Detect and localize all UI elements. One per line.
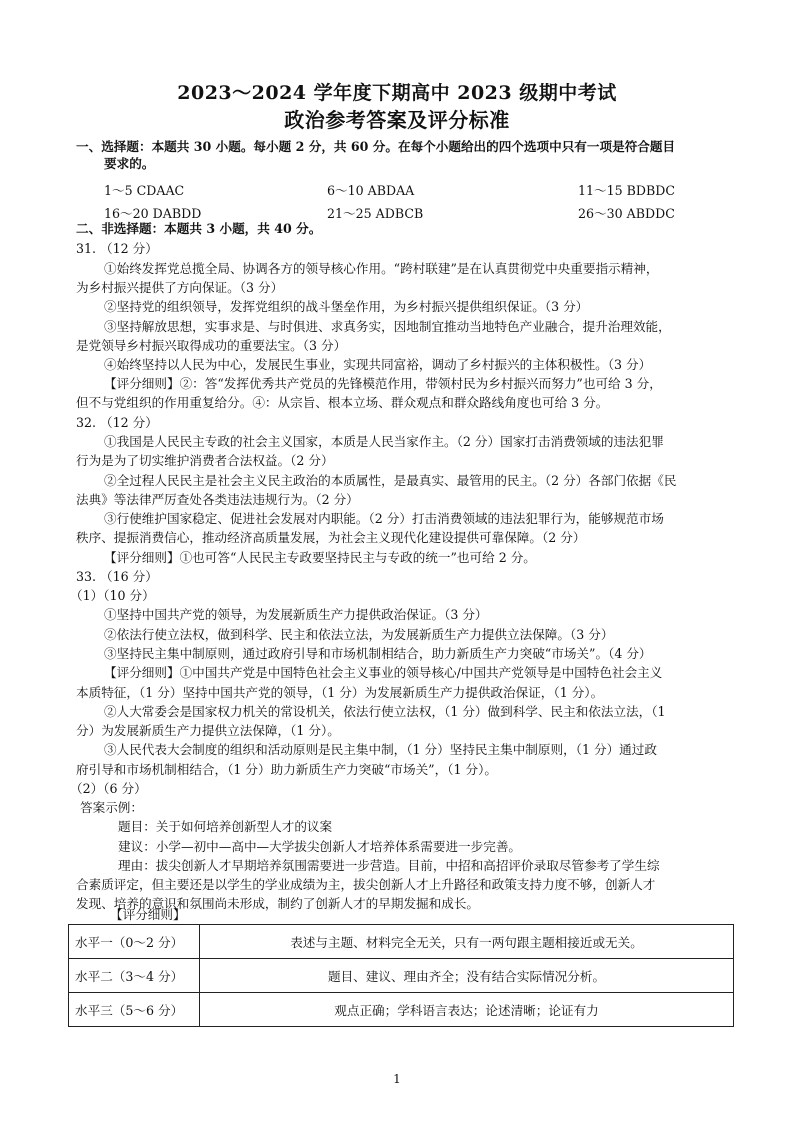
q33-scoring-note: 【评分细则】①中国共产党是中国特色社会主义事业的领导核心/中国共产党领导是中国特色社会主义 <box>104 665 663 680</box>
q33-line: ②依法行使立法权，做到科学、民主和依法立法，为发展新质生产力提供立法保障。（3 分） <box>104 627 614 642</box>
q32-line: ②全过程人民民主是社会主义民主政治的本质属性，是最真实、最管用的民主。（2 分）各部门依据《民 <box>104 473 677 488</box>
q31-line: ③坚持解放思想，实事求是、与时俱进、求真务实，因地制宜推动当地特色产业融合，提升治理效能， <box>104 319 671 334</box>
q33-scoring-note: 分）为发展新质生产力提供立法保障，（1 分）。 <box>76 723 340 738</box>
example-line: 发现、培养的意识和氛围尚未形成，制约了创新人才的早期发掘和成长。 <box>76 896 479 911</box>
mc-answer: 6～10 ABDAA <box>327 183 415 198</box>
exam-title: 2023～2024 学年度下期高中 2023 级期中考试 <box>177 82 617 104</box>
section1-heading-cont: 要求的。 <box>104 156 155 171</box>
rubric-level: 水平三（5～6 分） <box>69 993 200 1027</box>
q33-part2-head: （2）（6 分） <box>70 781 147 796</box>
rubric-description: 观点正确；学科语言表达；论述清晰；论证有力 <box>200 993 734 1027</box>
q31-line: ④始终坚持以人民为中心，发展民生事业，实现共同富裕，调动了乡村振兴的主体积极性。（3 分） <box>104 357 652 372</box>
mc-answer: 16～20 DABDD <box>104 206 202 221</box>
table-row <box>69 993 734 1027</box>
example-line: 理由：拔尖创新人才早期培养氛围需要进一步营造。目前，中招和高招评价录取尽管参考了学生综 <box>118 858 660 873</box>
example-line: 题目：关于如何培养创新型人才的议案 <box>118 819 333 834</box>
rubric-head: 【评分细则】 <box>110 907 186 922</box>
q31-line: 为乡村振兴提供了方向保证。（3 分） <box>76 280 284 295</box>
q33-part1-head: （1）（10 分） <box>70 588 155 603</box>
q32-line: ③行使维护国家稳定、促进社会发展对内职能。（2 分）打击消费领域的违法犯罪行为，能够规范市场 <box>104 511 664 526</box>
section2-heading: 二、非选择题：本题共 3 小题，共 40 分。 <box>76 221 322 236</box>
answer-key-title: 政治参考答案及评分标准 <box>284 108 510 132</box>
example-line: 建议：小学—初中—高中—大学拔尖创新人才培养体系需要进一步完善。 <box>118 839 521 854</box>
rubric-level: 水平二（3～4 分） <box>69 959 200 993</box>
table-row <box>69 959 734 993</box>
rubric-description: 题目、建议、理由齐全；没有结合实际情况分析。 <box>200 959 734 993</box>
q31-line: 是党领导乡村振兴取得成功的重要法宝。（3 分） <box>76 338 347 353</box>
page-number: 1 <box>393 1072 401 1086</box>
q33-head: 33. （16 分） <box>76 569 158 584</box>
rubric-table <box>68 924 734 1027</box>
q32-line: 行为是为了切实维护消费者合法权益。（2 分） <box>76 453 334 468</box>
q33-line: ③坚持民主集中制原则，通过政府引导和市场机制相结合，助力新质生产力突破“市场关”。（4 分） <box>104 646 652 661</box>
q33-line: ①坚持中国共产党的领导，为发展新质生产力提供政治保证。（3 分） <box>104 607 488 622</box>
section1-heading: 一、选择题：本题共 30 小题。每小题 2 分，共 60 分。在每个小题给出的四个选项中只有一项是符合题目 <box>76 139 676 154</box>
mc-answer: 21～25 ADBCB <box>327 206 424 221</box>
q33-scoring-note: ③人民代表大会制度的组织和活动原则是民主集中制，（1 分）坚持民主集中制原则，（1 分）通过政 <box>104 742 657 757</box>
table-row <box>69 925 734 959</box>
example-line: 合素质评定，但主要还是以学生的学业成绩为主，拔尖创新人才上升路径和政策支持力度不够，创新人才 <box>76 877 656 892</box>
q31-head: 31. （12 分） <box>76 241 158 256</box>
q33-scoring-note: ②人大常委会是国家权力机关的常设机关，依法行使立法权，（1 分）做到科学、民主和依法立法，（1 <box>104 704 666 719</box>
q32-scoring-note: 【评分细则】①也可答“人民民主专政要坚持民主与专政的统一”也可给 2 分。 <box>104 550 536 565</box>
example-head: 答案示例： <box>80 800 143 815</box>
q32-line: 秩序、提振消费信心，推动经济高质量发展，为社会主义现代化建设提供可靠保障。（2 分） <box>76 530 586 545</box>
rubric-description: 表述与主题、材料完全无关，只有一两句跟主题相接近或无关。 <box>200 925 734 959</box>
rubric-level: 水平一（0～2 分） <box>69 925 200 959</box>
q32-line: 法典》等法律严厉查处各类违法违规行为。（2 分） <box>76 492 359 507</box>
q32-line: ①我国是人民民主专政的社会主义国家，本质是人民当家作主。（2 分）国家打击消费领域的违法犯罪 <box>104 434 664 449</box>
q31-scoring-note: 但不与党组织的作用重复给分。④：从宗旨、根本立场、群众观点和群众路线角度也可给 3 分。 <box>76 395 609 410</box>
mc-answer: 11～15 BDBDC <box>578 183 675 198</box>
q33-scoring-note: 府引导和市场机制相结合，（1 分）助力新质生产力突破“市场关”，（1 分）。 <box>76 762 498 777</box>
q31-line: ①始终发挥党总揽全局、协调各方的领导核心作用。“跨村联建”是在认真贯彻党中央重要指示精神， <box>104 261 659 276</box>
mc-answer: 1～5 CDAAC <box>104 183 185 198</box>
q32-head: 32. （12 分） <box>76 415 158 430</box>
q33-scoring-note: 本质特征，（1 分）坚持中国共产党的领导，（1 分）为发展新质生产力提供政治保证，（1 分）。 <box>76 685 604 700</box>
mc-answer: 26～30 ABDDC <box>578 206 675 221</box>
q31-scoring-note: 【评分细则】②：答“发挥优秀共产党员的先锋模范作用，带领村民为乡村振兴而努力”也可给 3 分， <box>104 376 662 391</box>
q31-line: ②坚持党的组织领导，发挥党组织的战斗堡垒作用，为乡村振兴提供组织保证。（3 分） <box>104 299 589 314</box>
